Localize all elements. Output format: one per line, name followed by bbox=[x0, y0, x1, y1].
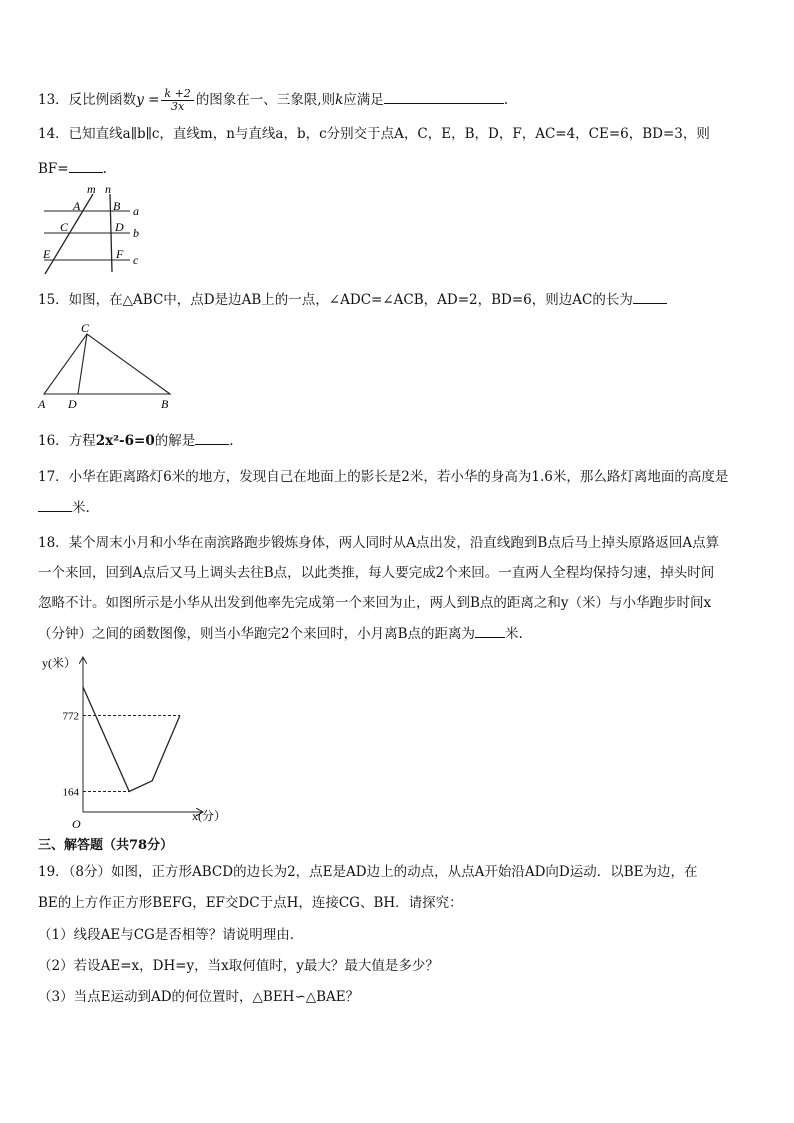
y-tick-label-1: 164 bbox=[62, 786, 79, 799]
q14-answer-blank[interactable] bbox=[69, 158, 103, 173]
question-17-line1: 17．小华在距离路灯6米的地方，发现自己在地面上的影长是2米，若小华的身高为1.6米，那么路灯离地面的高度是 bbox=[38, 469, 729, 485]
question-19-part1: （1）线段AE与CG是否相等？请说明理由． bbox=[38, 927, 304, 943]
q18-line4-prefix: （分钟）之间的函数图像，则当小华跑完2个来回时，小月离B点的距离为 bbox=[38, 626, 476, 642]
q15-label-A: A bbox=[38, 397, 46, 411]
question-19-part2: （2）若设AE=x，DH=y，当x取何值时，y最大？最大值是多少？ bbox=[38, 958, 439, 974]
question-13 bbox=[38, 88, 508, 113]
series-line bbox=[83, 687, 180, 792]
q16-equation: 2x²-6=0 bbox=[95, 433, 155, 449]
q14-label-m: m bbox=[87, 182, 96, 196]
origin-label: O bbox=[72, 817, 81, 831]
q14-label-A: A bbox=[73, 199, 81, 213]
question-17-line2 bbox=[38, 497, 90, 518]
q17-answer-blank[interactable] bbox=[38, 497, 72, 512]
q15-figure bbox=[36, 320, 176, 412]
question-15 bbox=[38, 289, 667, 310]
q18-suffix: 米. bbox=[505, 626, 523, 642]
q16-prefix: 16．方程 bbox=[38, 433, 96, 449]
q15-label-B: B bbox=[161, 397, 169, 411]
question-19-line2: BE的上方作正方形BEFG，EF交DC于点H，连接CG、BH．请探究： bbox=[38, 895, 463, 911]
q16-end: . bbox=[229, 433, 234, 449]
question-14-line1: 14．已知直线a∥b∥c，直线m，n与直线a，b，c分别交于点A，C，E，B，D，F，AC=4，CE=6，BD=3，则 bbox=[38, 126, 710, 142]
q15-label-C: C bbox=[81, 321, 90, 335]
q18-answer-blank[interactable] bbox=[475, 623, 505, 638]
q14-label-n: n bbox=[105, 182, 111, 196]
q14-label-b: b bbox=[133, 226, 139, 240]
x-axis-label: x(分） bbox=[192, 809, 226, 823]
question-19-line1: 19．（8分）如图，正方形ABCD的边长为2，点E是AD边上的动点，从点A开始沿AD向D运动．以BE为边，在 bbox=[38, 864, 698, 880]
question-14-line2 bbox=[38, 158, 107, 179]
question-16 bbox=[38, 430, 234, 451]
q13-fraction bbox=[161, 88, 193, 113]
y-axis-label: y(米） bbox=[42, 656, 76, 670]
q13-mid: 的图象在一、三象限,则 bbox=[195, 92, 336, 108]
q13-y-eq: y = bbox=[136, 92, 160, 108]
q15-text: 15．如图，在△ABC中，点D是边AB上的一点，∠ADC=∠ACB，AD=2，BD=6，则边AC的长为 bbox=[38, 292, 633, 308]
question-19-part3: （3）当点E运动到AD的何位置时，△BEH∽△BAE？ bbox=[38, 989, 360, 1005]
q13-end: . bbox=[503, 92, 509, 108]
q14-label-a: a bbox=[133, 204, 139, 218]
q14-label-c: c bbox=[133, 253, 139, 267]
q14-label-D: D bbox=[115, 220, 124, 234]
q13-frac-num: k +2 bbox=[161, 88, 193, 101]
q17-suffix: 米. bbox=[72, 500, 90, 516]
q18-graph bbox=[36, 650, 246, 830]
q14-label-C: C bbox=[60, 220, 69, 234]
q14-label-E: E bbox=[43, 247, 51, 261]
q13-frac-den: 3x bbox=[171, 100, 185, 113]
question-18-line3: 忽略不计。如图所示是小华从出发到他率先完成第一个来回为止，两人到B点的距离之和y（米）与小华跑步时间x bbox=[38, 595, 712, 611]
question-18-line2: 一个来回，回到A点后又马上调头去往B点，以此类推，每人要完成2个来回。一直两人全程均保持匀速，掉头时间 bbox=[38, 565, 715, 581]
question-18-line4 bbox=[38, 623, 523, 644]
q16-answer-blank[interactable] bbox=[195, 430, 229, 445]
q14-label-F: F bbox=[116, 247, 124, 261]
q14-end: . bbox=[102, 161, 107, 177]
section-3-heading: 三、解答题（共78分） bbox=[38, 838, 174, 853]
q15-answer-blank[interactable] bbox=[633, 289, 667, 304]
q15-segment-CD bbox=[78, 334, 87, 394]
q16-suffix: 的解是 bbox=[154, 433, 196, 449]
q15-label-D: D bbox=[68, 397, 77, 411]
q13-suffix: 应满足 bbox=[343, 92, 384, 108]
q13-prefix: 13．反比例函数 bbox=[38, 92, 137, 108]
y-tick-label-0: 772 bbox=[62, 710, 79, 723]
q13-answer-blank[interactable] bbox=[384, 89, 504, 104]
q14-figure bbox=[36, 184, 146, 276]
question-18-line1: 18．某个周末小月和小华在南滨路跑步锻炼身体，两人同时从A点出发，沿直线跑到B点后马上掉头原路返回A点算 bbox=[38, 535, 720, 551]
q13-k: k bbox=[335, 92, 344, 108]
q14-label-B: B bbox=[113, 199, 121, 213]
q15-triangle bbox=[44, 334, 170, 394]
q14-bf-label: BF= bbox=[38, 161, 69, 177]
